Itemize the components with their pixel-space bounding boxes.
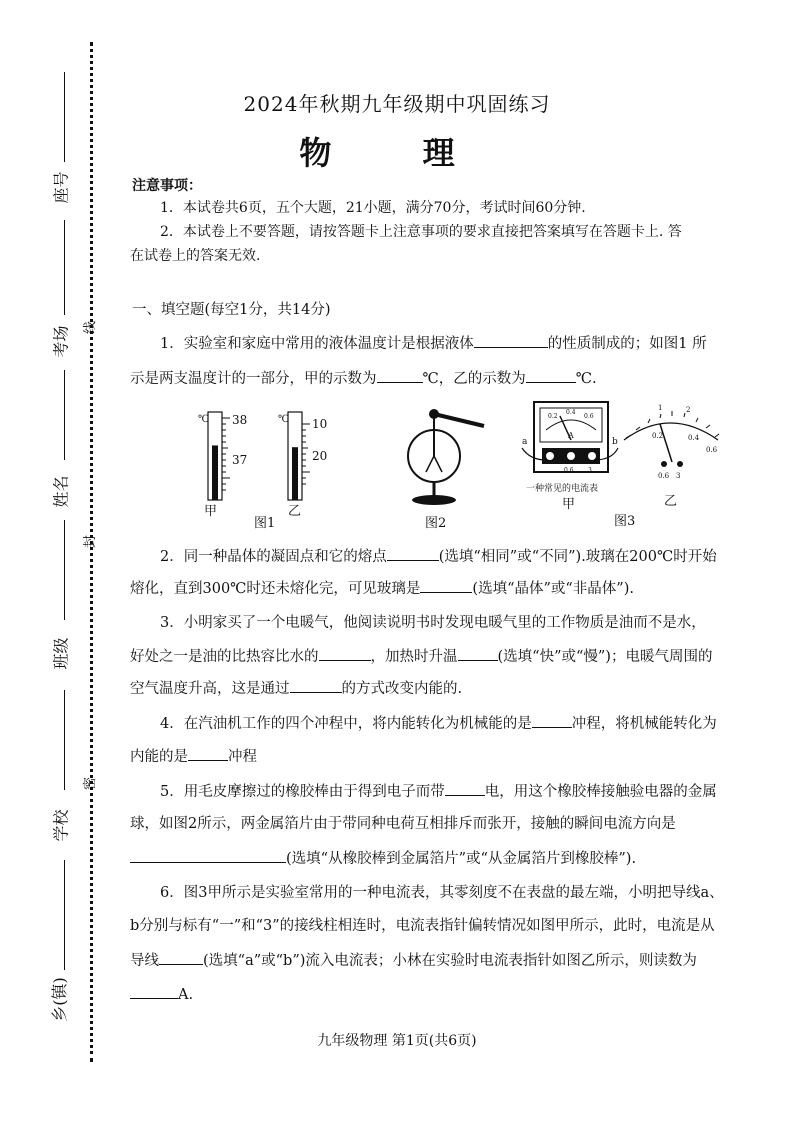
dial-label-4: 1: [658, 404, 663, 412]
q3-text-b: ，加热时升温: [370, 649, 458, 665]
q2-text-d: (选填“晶体”或“非晶体”).: [472, 581, 634, 597]
ammeter-terminal-2: 3: [588, 467, 592, 474]
dial-label-5: 2: [686, 406, 691, 414]
q4-text-a: 4．在汽油机工作的四个冲程中，将内能转化为机械能的是: [160, 716, 532, 732]
dial-terminal-1: 0.6: [658, 472, 670, 480]
thermometer-yi: [278, 412, 327, 500]
q4-text-c: 内能的是: [130, 749, 188, 765]
q5-blank-2: [130, 848, 286, 863]
page-footer: 九年级物理 第1页(共6页): [317, 1033, 477, 1049]
q5-blank-1: [445, 781, 485, 796]
fig3-yi-label: 乙: [664, 494, 678, 509]
q3-text-c: (选填“快”或“慢”)；电暖气周围的: [497, 649, 713, 665]
name-underline: [64, 370, 65, 460]
q3-text-a: 好处之一是油的比热容比水的: [130, 649, 319, 665]
question-4-line-1: [160, 713, 780, 734]
q4-blank-1: [532, 713, 572, 728]
q3-blank-3: [290, 678, 342, 693]
fig1-caption: 图1: [254, 516, 276, 531]
ammeter-unit: A: [568, 431, 574, 440]
notice-item-2: 2．本试卷上不要答题，请按答题卡上注意事项的要求直接把答案填写在答题卡上. 答: [160, 224, 682, 240]
fig3-caption: 图3: [614, 514, 636, 529]
dial-label-2: 0.4: [688, 434, 700, 442]
figure-2-electroscope: [392, 404, 512, 508]
q5-text-c: (选填“从橡胶棒到金属箔片”或“从金属箔片到橡胶棒”).: [286, 851, 637, 867]
fig3-jia-label: 甲: [562, 497, 576, 512]
wire-a-label: a: [522, 437, 528, 447]
ammeter-scale-2: 0.4: [566, 409, 576, 416]
question-5-line-3: [130, 848, 750, 869]
notice-item-1: 1．本试卷共6页，五个大题，21小题，满分70分，考试时间60分钟.: [160, 200, 586, 216]
question-3-line-3: [130, 678, 750, 699]
school-underline: [64, 690, 65, 790]
exam-title: 2024年秋期九年级期中巩固练习: [243, 92, 551, 116]
question-1-line-2: [130, 368, 750, 389]
fig1-jia-label: 甲: [204, 504, 218, 519]
question-4-line-2: [130, 746, 750, 767]
question-5-line-1: [160, 781, 780, 802]
q4-text-d: 冲程: [228, 749, 257, 765]
notice-heading: 注意事项：: [132, 178, 202, 194]
q2-text-a: 2．同一种晶体的凝固点和它的熔点: [160, 549, 387, 565]
q5-text-a: 5．用毛皮摩擦过的橡胶棒由于得到电子而带: [160, 784, 445, 800]
question-3-line-1: 3．小明家买了一个电暖气，他阅读说明书时发现电暖气里的工作物质是油而不是水，: [160, 615, 706, 631]
dial-label-3: 0.6: [706, 446, 718, 454]
q3-text-e: 的方式改变内能的.: [341, 681, 463, 697]
figure-3-dial: [618, 404, 728, 484]
wire-b-label: b: [612, 437, 618, 447]
therm-a-top: 38: [232, 413, 248, 427]
line-marker: 线: [83, 320, 99, 335]
q1-text-b: 的性质制成的；如图1 所: [547, 336, 707, 352]
q6-text-c: A.: [178, 987, 194, 1003]
question-2-line-1: [160, 546, 780, 567]
q1-text-e: ℃.: [575, 371, 597, 387]
q2-text-c: 熔化，直到300℃时还未熔化完，可见玻璃是: [130, 581, 421, 597]
ammeter-caption: 一种常见的电流表: [526, 484, 599, 494]
exam-room-underline: [64, 220, 65, 315]
dial-terminal-2: 3: [676, 472, 681, 480]
q1-blank-3: [526, 368, 576, 383]
mi-marker: 密: [83, 776, 99, 791]
therm-a-unit: ℃: [198, 414, 210, 425]
q1-text-a: 1．实验室和家庭中常用的液体温度计是根据液体: [160, 336, 474, 352]
seal-marker: 封: [83, 534, 99, 549]
question-3-line-2: [130, 646, 750, 667]
q6-text-b: (选填“a”或“b”)流入电流表；小林在实验时电流表指针如图乙所示，则读数为: [203, 953, 697, 969]
q3-blank-1: [319, 646, 371, 661]
q3-text-d: 空气温度升高，这是通过: [130, 681, 290, 697]
q2-text-b: (选填“相同”或“不同”).玻璃在200℃时开始: [438, 549, 717, 565]
fig2-caption: 图2: [425, 516, 447, 531]
name-label: 姓名: [51, 475, 71, 508]
thermometer-jia: [198, 412, 247, 500]
seat-label: 座号: [51, 171, 71, 204]
q3-blank-2: [458, 646, 498, 661]
q1-text-c: 示是两支温度计的一部分，甲的示数为: [130, 371, 377, 387]
dial-label-1: 0.2: [652, 432, 664, 440]
q1-blank-2: [377, 368, 423, 383]
therm-a-bottom: 37: [232, 453, 248, 467]
exam-room-label: 考场: [51, 325, 71, 358]
figure-1-thermometers: [190, 404, 340, 504]
q1-blank-1: [474, 333, 548, 348]
q2-blank-2: [420, 578, 472, 593]
therm-b-bottom: 20: [312, 449, 328, 463]
fig1-yi-label: 乙: [288, 504, 302, 519]
question-2-line-2: [130, 578, 750, 599]
town-label: 乡(镇): [49, 977, 69, 1022]
town-underline: [64, 860, 65, 970]
question-1-line-1: [160, 333, 780, 354]
section-heading: 一、填空题(每空1分，共14分): [132, 302, 331, 318]
q2-blank-1: [387, 546, 439, 561]
class-underline: [64, 520, 65, 620]
ammeter-terminal-1: 0.6: [564, 467, 574, 474]
question-5-line-2: 球，如图2所示，两金属箔片由于带同种电荷互相排斥而张开，接触的瞬间电流方向是: [130, 816, 676, 832]
notice-item-2-cont: 在试卷上的答案无效.: [130, 248, 261, 264]
binding-dotted-line: [90, 42, 93, 1062]
question-6-line-2: b分别与标有“一”和“3”的接线柱相连时，电流表指针偏转情况如图甲所示，此时，电流是从: [130, 918, 715, 934]
q4-blank-2: [188, 746, 228, 761]
q5-text-b: 电，用这个橡胶棒接触验电器的金属: [484, 784, 717, 800]
school-label: 学校: [51, 809, 71, 842]
q6-text-a: 导线: [130, 953, 159, 969]
q6-blank-1: [159, 950, 203, 965]
question-6-line-1: 6．图3甲所示是实验室常用的一种电流表，其零刻度不在表盘的最左端，小明把导线a、: [160, 885, 724, 901]
q4-text-b: 冲程，将机械能转化为: [571, 716, 717, 732]
ammeter-scale-1: 0.2: [548, 413, 558, 420]
class-label: 班级: [51, 637, 71, 670]
therm-b-unit: ℃: [278, 414, 290, 425]
q6-blank-2: [130, 984, 178, 999]
figure-3-ammeter: [520, 400, 620, 486]
therm-b-top: 10: [312, 417, 328, 431]
q1-text-d: ℃，乙的示数为: [422, 371, 526, 387]
subject-title: 物 理: [299, 134, 495, 172]
question-6-line-3: [130, 950, 750, 971]
question-6-line-4: [130, 984, 750, 1005]
ammeter-scale-3: 0.6: [584, 413, 594, 420]
